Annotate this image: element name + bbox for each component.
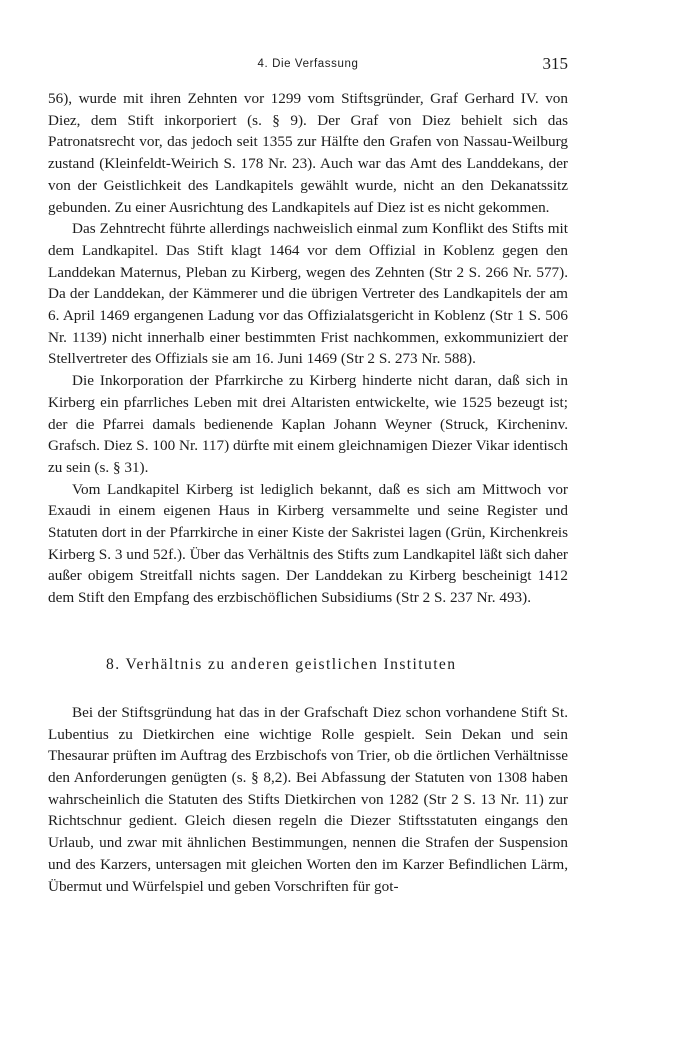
body-text bbox=[48, 88, 568, 609]
paragraph: Vom Landkapitel Kirberg ist lediglich bekannt, daß es sich am Mittwoch vor Exaudi in einem eigenen Haus in Kirberg versammelte und seine Register und Statuten dort in der Pfarrkirche in einer Kiste der Sakristei lagen (Grün, Kirchenkreis Kirberg S. 3 und 52f.). Über das Verhältnis des Stifts zum Landkapitel läßt sich daher außer obigem Streitfall nichts sagen. Der Landdekan zu Kirberg bescheinigt 1412 dem Stift den Empfang des erzbischöflichen Subsidiums (Str 2 S. 237 Nr. 493). bbox=[48, 480, 568, 607]
section-body bbox=[48, 702, 568, 897]
running-head bbox=[48, 54, 568, 78]
section-heading: 8. Verhältnis zu anderen geistlichen Instituten bbox=[106, 655, 457, 673]
book-page bbox=[48, 54, 568, 897]
paragraph: Bei der Stiftsgründung hat das in der Grafschaft Diez schon vorhandene Stift St. Lubentius zu Dietkirchen eine wichtige Rolle gespielt. Sein Dekan und sein Thesaurar prüften im Auftrag des Erzbischofs von Trier, ob die örtlichen Verhältnisse den Anforderungen genügten (s. § 8,2). Bei Abfassung der Statuten von 1308 haben wahrscheinlich die Statuten des Stifts Dietkirchen von 1282 (Str 2 S. 13 Nr. 11) zur Richtschnur gedient. Gleich diesen regeln die Diezer Stiftsstatuten eingangs den Urlaub, und zwar mit ähnlichen Bestimmungen, nennen die Strafen der Suspension und des Karzers, untersagen mit gleichen Worten den im Karzer Befindlichen Lärm, Übermut und Würfelspiel und geben Vorschriften für got- bbox=[48, 703, 568, 895]
page-number: 315 bbox=[542, 54, 568, 73]
paragraph: Die Inkorporation der Pfarrkirche zu Kirberg hinderte nicht daran, daß sich in Kirberg ein pfarrliches Leben mit drei Altaristen entwickelte, wie 1525 bezeugt ist; der die Pfarrei damals bedienende Kaplan Johann Weyner (Struck, Kircheninv. Grafsch. Diez S. 100 Nr. 117) dürfte mit einem gleichnamigen Diezer Vikar identisch zu sein (s. § 31). bbox=[48, 372, 568, 476]
paragraph: 56), wurde mit ihren Zehnten vor 1299 vom Stiftsgründer, Graf Gerhard IV. von Diez, dem Stift inkorporiert (s. § 9). Der Graf von Diez behielt sich das Patronatsrecht vor, das jedoch seit 1355 zur Hälfte den Grafen von Nassau-Weilburg zustand (Kleinfeldt-Weirich S. 178 Nr. 23). Auch war das Amt des Landdekans, der von der Geistlichkeit des Landkapitels gewählt wurde, nicht an den Dekanatssitz gebunden. Zu einer Ausrichtung des Landkapitels auf Diez ist es nicht gekommen. bbox=[48, 90, 568, 216]
running-title: 4. Die Verfassung bbox=[257, 58, 359, 70]
paragraph: Das Zehntrecht führte allerdings nachweislich einmal zum Konflikt des Stifts mit dem Landkapitel. Das Stift klagt 1464 vor dem Offizial in Koblenz gegen den Landdekan Maternus, Pleban zu Kirberg, wegen des Zehnten (Str 2 S. 266 Nr. 577). Da der Landdekan, der Kämmerer und die übrigen Vertreter des Landkapitels der am 6. April 1469 ergangenen Ladung vor das Offizialatsgericht in Koblenz (Str 1 S. 506 Nr. 1139) nicht innerhalb einer bestimmten Frist nachkommen, exkommuniziert der Stellvertreter des Offizials sie am 16. Juni 1469 (Str 2 S. 273 Nr. 588). bbox=[48, 220, 568, 368]
